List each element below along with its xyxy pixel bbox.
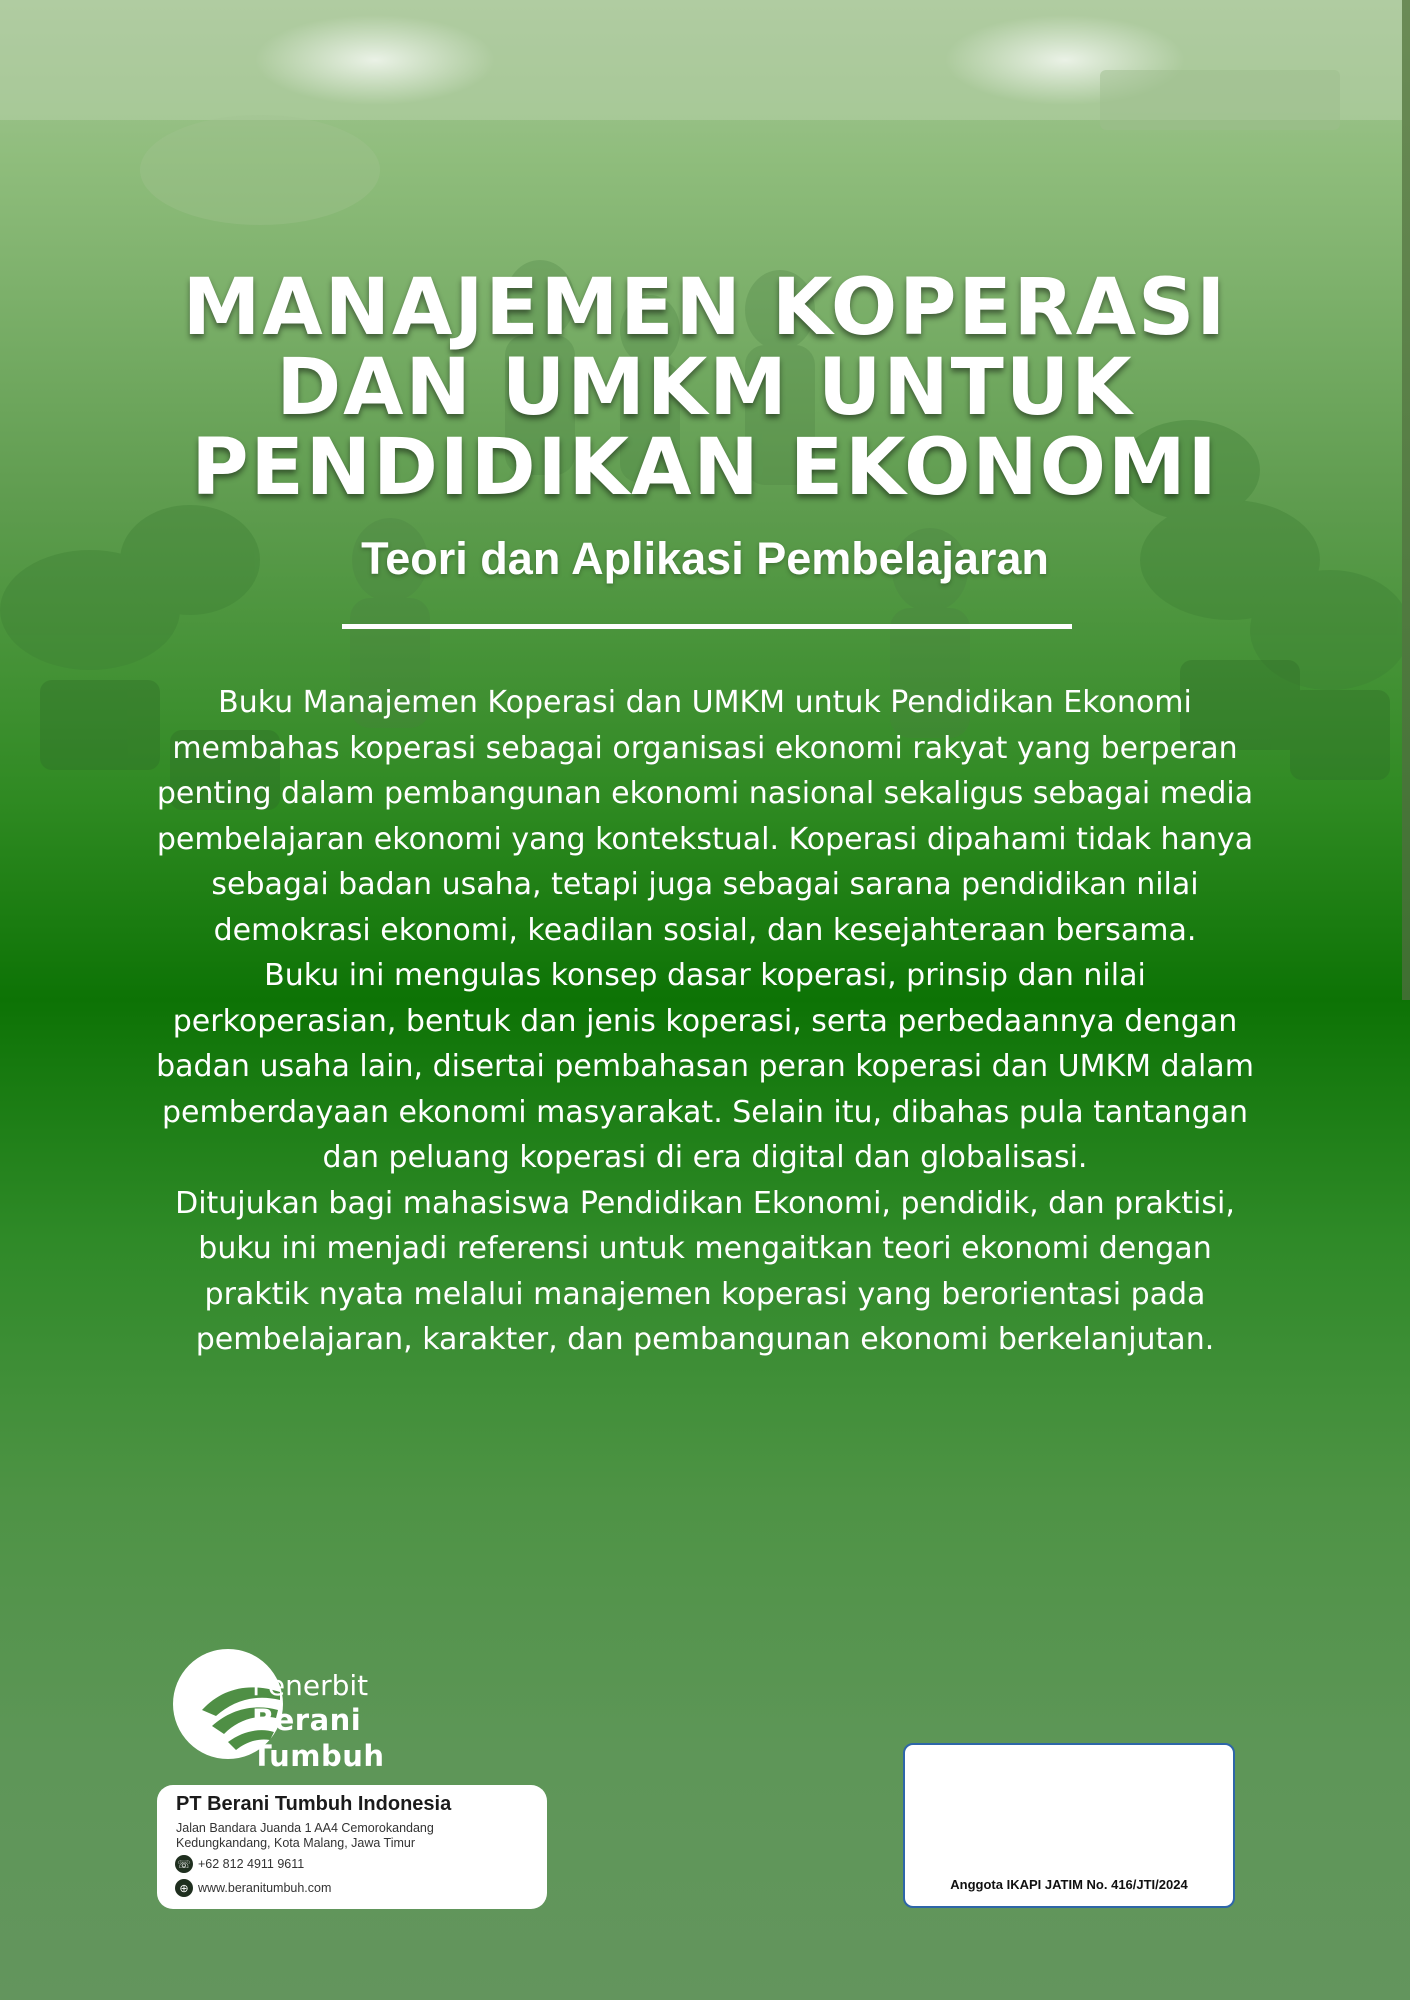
website-row: [175, 1879, 331, 1897]
book-subtitle: Teori dan Aplikasi Pembelajaran: [361, 533, 1049, 584]
publisher-contact-card: [157, 1785, 547, 1909]
title-line-2: DAN UMKM UNTUK: [276, 343, 1134, 433]
address-line-2: Kedungkandang, Kota Malang, Jawa Timur: [176, 1836, 416, 1850]
globe-icon: ⊕: [175, 1879, 193, 1897]
company-address: [176, 1821, 434, 1851]
title-line-3: PENDIDIKAN EKONOMI: [191, 423, 1219, 513]
address-line-1: Jalan Bandara Juanda 1 AA4 Cemorokandang: [176, 1821, 434, 1835]
phone-number: +62 812 4911 9611: [198, 1857, 305, 1871]
website-url: www.beranitumbuh.com: [198, 1881, 332, 1895]
description-paragraph-2: Buku ini mengulas konsep dasar koperasi, prinsip dan nilai perkoperasian, bentuk dan jenis koperasi, serta perbedaannya dengan badan usaha lain, disertai pembahasan peran koperasi dan UMKM dalam pemberdayaan ekonomi masyarakat. Selain itu, dibahas pula tantangan dan peluang koperasi di era digital dan globalisasi.: [156, 958, 1254, 1175]
logo-berani-tumbuh: Berani Tumbuh: [252, 1703, 385, 1773]
book-title: [0, 263, 1410, 513]
barcode-box: [903, 1743, 1235, 1908]
whatsapp-icon: ☏: [175, 1855, 193, 1873]
logo-penerbit: Penerbit: [252, 1669, 369, 1702]
company-name: PT Berani Tumbuh Indonesia: [176, 1793, 452, 1815]
ikapi-membership: Anggota IKAPI JATIM No. 416/JTI/2024: [950, 1877, 1188, 1892]
publisher-logo: [172, 1648, 502, 1773]
divider-line: [342, 624, 1072, 629]
book-description: [150, 680, 1260, 1363]
phone-row: [175, 1855, 304, 1873]
title-line-1: MANAJEMEN KOPERASI: [182, 263, 1228, 353]
description-paragraph-1: Buku Manajemen Koperasi dan UMKM untuk Pendidikan Ekonomi membahas koperasi sebagai organisasi ekonomi rakyat yang berperan penting dalam pembangunan ekonomi nasional sekaligus sebagai media pembelajaran ekonomi yang kontekstual. Koperasi dipahami tidak hanya sebagai badan usaha, tetapi juga sebagai sarana pendidikan nilai demokrasi ekonomi, keadilan sosial, dan kesejahteraan bersama.: [156, 685, 1254, 948]
description-paragraph-3: Ditujukan bagi mahasiswa Pendidikan Ekonomi, pendidik, dan praktisi, buku ini menjadi referensi untuk mengaitkan teori ekonomi dengan praktik nyata melalui manajemen koperasi yang berorientasi pada pembelajaran, karakter, dan pembangunan ekonomi berkelanjutan.: [175, 1185, 1235, 1357]
